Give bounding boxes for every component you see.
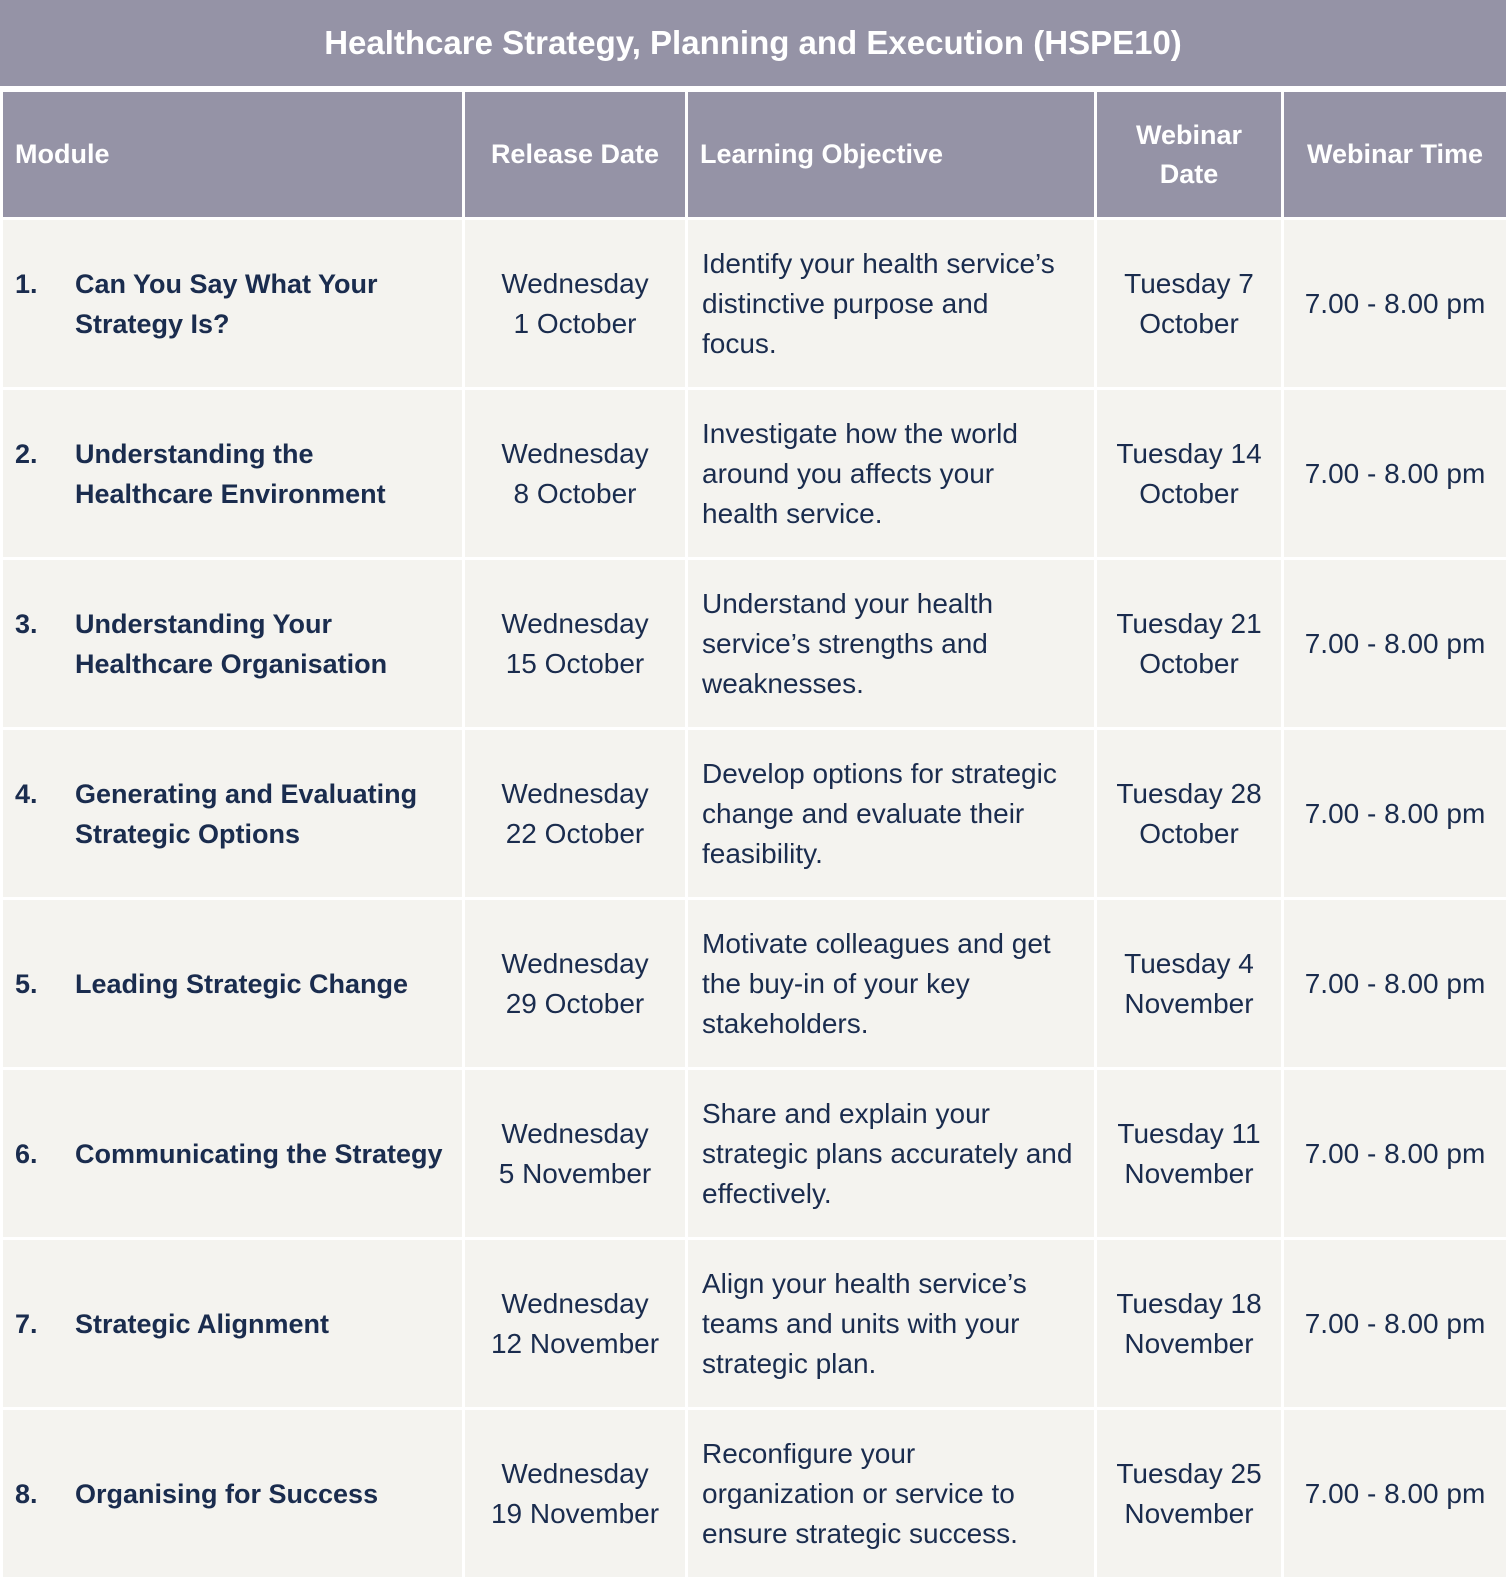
release-date-cell — [464, 729, 687, 899]
column-header-learning-objective: Learning Objective — [687, 91, 1096, 219]
learning-objective-line: Align your health service’s — [702, 1264, 1082, 1304]
learning-objective-line: focus. — [702, 324, 1082, 364]
learning-objective-cell — [687, 1069, 1096, 1239]
module-cell — [2, 559, 464, 729]
webinar-date-line: Tuesday 25 — [1103, 1454, 1275, 1494]
webinar-date-header-line: Webinar — [1109, 116, 1269, 155]
learning-objective-line: health service. — [702, 494, 1082, 534]
release-date-cell — [464, 1239, 687, 1409]
module-entry — [15, 1474, 452, 1514]
release-date-line: 19 November — [471, 1494, 679, 1534]
module-title — [75, 264, 452, 344]
module-title-line: Organising for Success — [75, 1474, 452, 1514]
module-cell — [2, 729, 464, 899]
module-title-line: Generating and Evaluating — [75, 774, 452, 814]
webinar-date-line: Tuesday 7 — [1103, 264, 1275, 304]
learning-objective-line: distinctive purpose and — [702, 284, 1082, 324]
module-title-line: Healthcare Organisation — [75, 644, 452, 684]
learning-objective-line: change and evaluate their — [702, 794, 1082, 834]
learning-objective-line: Share and explain your — [702, 1094, 1082, 1134]
table-row — [2, 899, 1506, 1069]
learning-objective-line: strategic plan. — [702, 1344, 1082, 1384]
module-number: 8. — [15, 1474, 75, 1514]
webinar-time-cell: 7.00 - 8.00 pm — [1283, 389, 1506, 559]
module-number: 3. — [15, 604, 75, 644]
column-header-release-date: Release Date — [464, 91, 687, 219]
release-date-line: Wednesday — [471, 944, 679, 984]
webinar-date-line: Tuesday 14 — [1103, 434, 1275, 474]
module-entry — [15, 434, 452, 514]
webinar-date-line: Tuesday 21 — [1103, 604, 1275, 644]
learning-objective-line: service’s strengths and — [702, 624, 1082, 664]
table-row — [2, 1069, 1506, 1239]
table-row — [2, 219, 1506, 389]
module-title-line: Leading Strategic Change — [75, 964, 452, 1004]
learning-objective-line: ensure strategic success. — [702, 1514, 1082, 1554]
release-date-line: Wednesday — [471, 1114, 679, 1154]
learning-objective-cell — [687, 389, 1096, 559]
module-cell — [2, 1069, 464, 1239]
learning-objective-cell — [687, 1409, 1096, 1579]
release-date-cell — [464, 1069, 687, 1239]
webinar-date-line: October — [1103, 474, 1275, 514]
learning-objective-line: Investigate how the world — [702, 414, 1082, 454]
release-date-cell — [464, 389, 687, 559]
module-number: 7. — [15, 1304, 75, 1344]
release-date-line: 22 October — [471, 814, 679, 854]
module-title-line: Understanding the — [75, 434, 452, 474]
webinar-date-cell — [1096, 899, 1283, 1069]
webinar-date-line: Tuesday 4 — [1103, 944, 1275, 984]
learning-objective-cell — [687, 729, 1096, 899]
table-header-row — [2, 91, 1506, 219]
module-title — [75, 434, 452, 514]
release-date-line: 12 November — [471, 1324, 679, 1364]
webinar-time-cell: 7.00 - 8.00 pm — [1283, 899, 1506, 1069]
table-row — [2, 1409, 1506, 1579]
learning-objective-line: the buy-in of your key — [702, 964, 1082, 1004]
module-number: 4. — [15, 774, 75, 814]
learning-objective-line: Develop options for strategic — [702, 754, 1082, 794]
learning-objective-line: Understand your health — [702, 584, 1082, 624]
webinar-date-line: November — [1103, 984, 1275, 1024]
page-title: Healthcare Strategy, Planning and Execution (HSPE10) — [0, 0, 1506, 86]
webinar-time-cell: 7.00 - 8.00 pm — [1283, 1239, 1506, 1409]
webinar-date-line: November — [1103, 1154, 1275, 1194]
module-schedule-table — [0, 89, 1506, 1580]
webinar-time-cell: 7.00 - 8.00 pm — [1283, 219, 1506, 389]
learning-objective-line: weaknesses. — [702, 664, 1082, 704]
module-cell — [2, 899, 464, 1069]
release-date-line: Wednesday — [471, 774, 679, 814]
release-date-cell — [464, 559, 687, 729]
module-cell — [2, 1409, 464, 1579]
module-title-line: Healthcare Environment — [75, 474, 452, 514]
release-date-line: 8 October — [471, 474, 679, 514]
module-entry — [15, 964, 452, 1004]
webinar-time-cell: 7.00 - 8.00 pm — [1283, 559, 1506, 729]
learning-objective-line: Identify your health service’s — [702, 244, 1082, 284]
learning-objective-cell — [687, 899, 1096, 1069]
module-title — [75, 604, 452, 684]
module-title — [75, 1134, 452, 1174]
learning-objective-line: teams and units with your — [702, 1304, 1082, 1344]
webinar-date-header-line: Date — [1109, 155, 1269, 194]
module-number: 1. — [15, 264, 75, 304]
release-date-line: Wednesday — [471, 1454, 679, 1494]
module-title-line: Understanding Your — [75, 604, 452, 644]
release-date-line: Wednesday — [471, 434, 679, 474]
table-row — [2, 389, 1506, 559]
module-title — [75, 964, 452, 1004]
release-date-line: Wednesday — [471, 264, 679, 304]
release-date-cell — [464, 899, 687, 1069]
module-title — [75, 1474, 452, 1514]
learning-objective-cell — [687, 1239, 1096, 1409]
module-cell — [2, 219, 464, 389]
webinar-date-line: November — [1103, 1494, 1275, 1534]
learning-objective-line: effectively. — [702, 1174, 1082, 1214]
module-entry — [15, 1304, 452, 1344]
learning-objective-line: Motivate colleagues and get — [702, 924, 1082, 964]
column-header-webinar-time: Webinar Time — [1283, 91, 1506, 219]
learning-objective-line: organization or service to — [702, 1474, 1082, 1514]
webinar-date-cell — [1096, 219, 1283, 389]
webinar-date-cell — [1096, 1069, 1283, 1239]
learning-objective-line: stakeholders. — [702, 1004, 1082, 1044]
webinar-date-cell — [1096, 559, 1283, 729]
table-row — [2, 559, 1506, 729]
module-entry — [15, 604, 452, 684]
module-title-line: Strategic Options — [75, 814, 452, 854]
module-title-line: Strategic Alignment — [75, 1304, 452, 1344]
release-date-line: 15 October — [471, 644, 679, 684]
column-header-module: Module — [2, 91, 464, 219]
module-title — [75, 774, 452, 854]
release-date-cell — [464, 1409, 687, 1579]
learning-objective-cell — [687, 219, 1096, 389]
release-date-line: Wednesday — [471, 1284, 679, 1324]
release-date-line: 5 November — [471, 1154, 679, 1194]
learning-objective-line: strategic plans accurately and — [702, 1134, 1082, 1174]
table-row — [2, 1239, 1506, 1409]
webinar-date-line: October — [1103, 644, 1275, 684]
release-date-cell — [464, 219, 687, 389]
module-title-line: Strategy Is? — [75, 304, 452, 344]
module-title — [75, 1304, 452, 1344]
module-entry — [15, 264, 452, 344]
webinar-date-line: Tuesday 11 — [1103, 1114, 1275, 1154]
column-header-webinar-date — [1096, 91, 1283, 219]
webinar-date-cell — [1096, 1239, 1283, 1409]
learning-objective-cell — [687, 559, 1096, 729]
webinar-date-line: October — [1103, 814, 1275, 854]
module-title-line: Can You Say What Your — [75, 264, 452, 304]
webinar-time-cell: 7.00 - 8.00 pm — [1283, 1409, 1506, 1579]
learning-objective-line: around you affects your — [702, 454, 1082, 494]
webinar-date-cell — [1096, 1409, 1283, 1579]
module-title-line: Communicating the Strategy — [75, 1134, 452, 1174]
module-number: 2. — [15, 434, 75, 474]
learning-objective-line: Reconfigure your — [702, 1434, 1082, 1474]
module-number: 6. — [15, 1134, 75, 1174]
webinar-date-line: Tuesday 28 — [1103, 774, 1275, 814]
release-date-line: Wednesday — [471, 604, 679, 644]
module-entry — [15, 1134, 452, 1174]
webinar-date-line: November — [1103, 1324, 1275, 1364]
module-cell — [2, 1239, 464, 1409]
module-entry — [15, 774, 452, 854]
webinar-time-cell: 7.00 - 8.00 pm — [1283, 1069, 1506, 1239]
table-body — [2, 219, 1506, 1579]
webinar-date-cell — [1096, 729, 1283, 899]
table-row — [2, 729, 1506, 899]
release-date-line: 29 October — [471, 984, 679, 1024]
webinar-date-line: October — [1103, 304, 1275, 344]
release-date-line: 1 October — [471, 304, 679, 344]
learning-objective-line: feasibility. — [702, 834, 1082, 874]
webinar-time-cell: 7.00 - 8.00 pm — [1283, 729, 1506, 899]
module-number: 5. — [15, 964, 75, 1004]
module-cell — [2, 389, 464, 559]
webinar-date-line: Tuesday 18 — [1103, 1284, 1275, 1324]
webinar-date-cell — [1096, 389, 1283, 559]
